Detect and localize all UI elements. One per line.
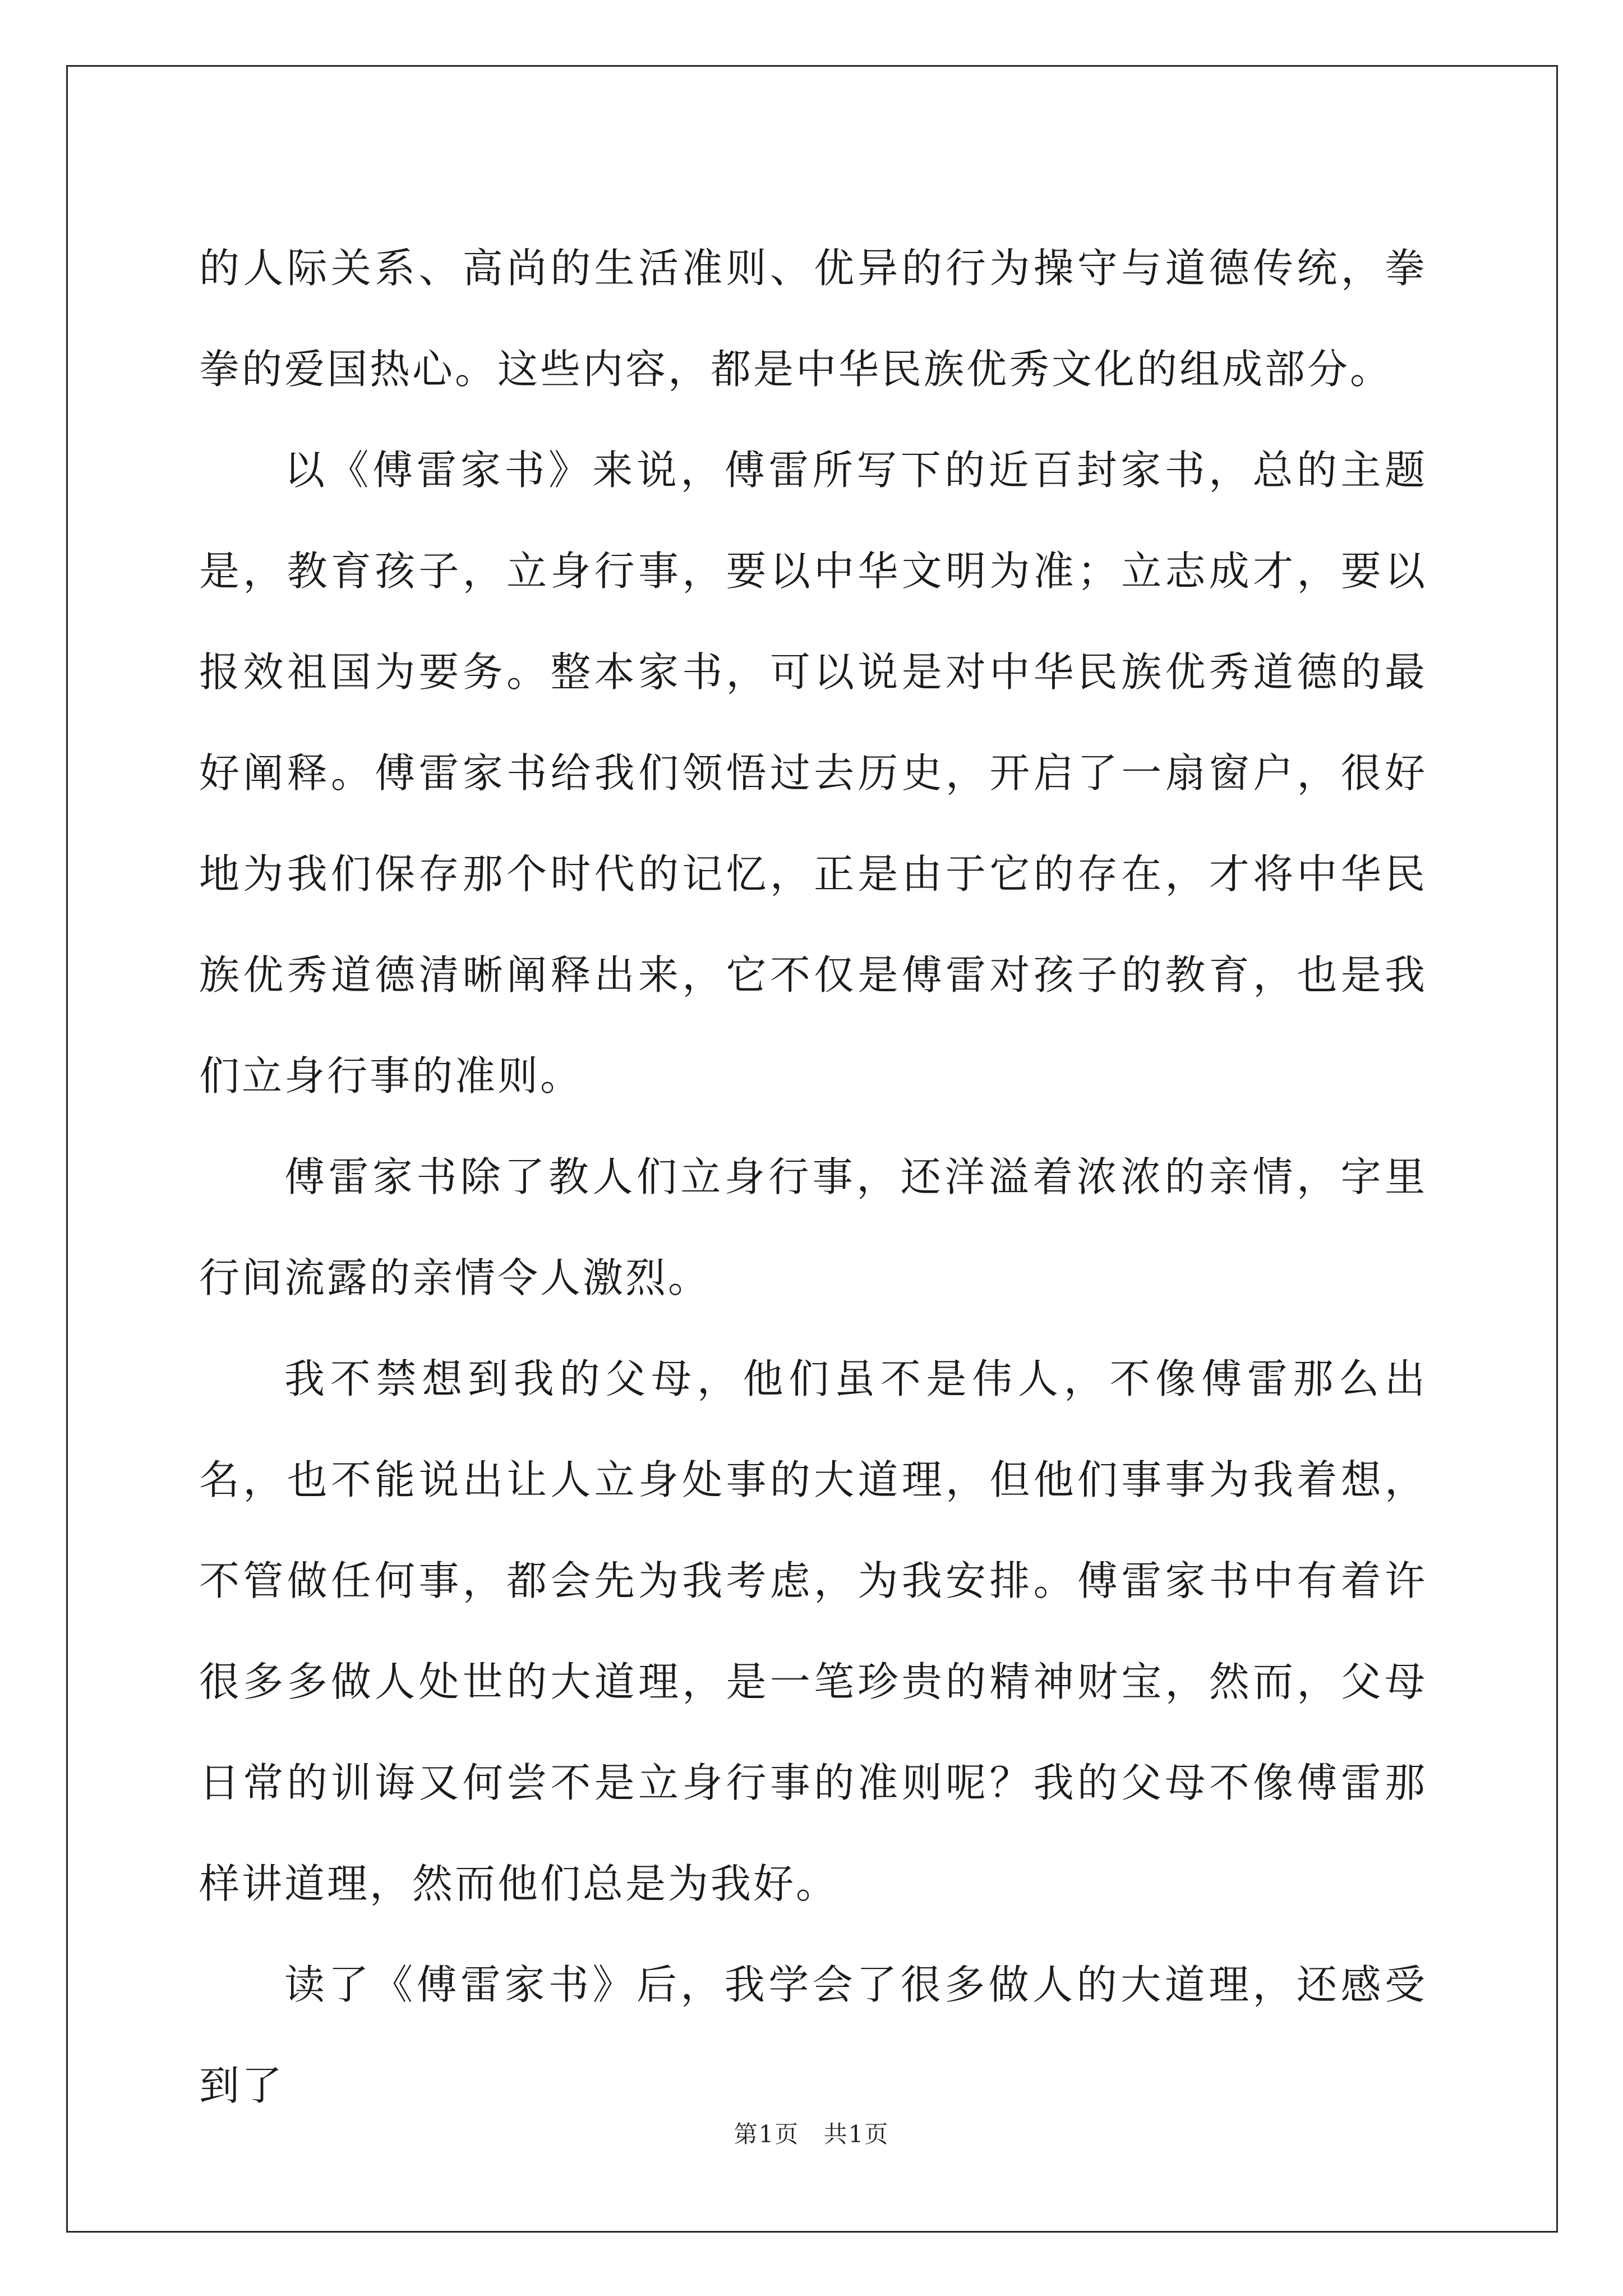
paragraph: 我不禁想到我的父母，他们虽不是伟人，不像傅雷那么出名，也不能说出让人立身处事的大道理，但他们事事为我着想，不管做任何事，都会先为我考虑，为我安排。傅雷家书中有着许很多多做人处世的大道理，是一笔珍贵的精神财宝，然而，父母日常的训诲又何尝不是立身行事的准则呢？我的父母不像傅雷那样讲道理，然而他们总是为我好。 xyxy=(199,1355,1427,1907)
paragraph: 以《傅雷家书》来说，傅雷所写下的近百封家书，总的主题是，教育孩子，立身行事，要以中华文明为准；立志成才，要以报效祖国为要务。整本家书，可以说是对中华民族优秀道德的最好阐释。傅雷家书给我们领悟过去历史，开启了一扇窗户，很好地为我们保存那个时代的记忆，正是由于它的存在，才将中华民族优秀道德清晰阐释出来，它不仅是傅雷对孩子的教育，也是我们立身行事的准则。 xyxy=(199,447,1427,1099)
paragraph: 傅雷家书除了教人们立身行事，还洋溢着浓浓的亲情，字里行间流露的亲情令人激烈。 xyxy=(199,1153,1427,1301)
page-footer xyxy=(0,2116,1623,2150)
paragraph: 读了《傅雷家书》后，我学会了很多做人的大道理，还感受到了 xyxy=(199,1961,1427,2109)
document-body xyxy=(199,218,1427,2136)
page-number: 第1页 xyxy=(734,2120,800,2148)
page-total: 共1页 xyxy=(823,2120,889,2148)
paragraph: 的人际关系、高尚的生活准则、优异的行为操守与道德传统，拳拳的爱国热心。这些内容，都是中华民族优秀文化的组成部分。 xyxy=(199,245,1427,393)
